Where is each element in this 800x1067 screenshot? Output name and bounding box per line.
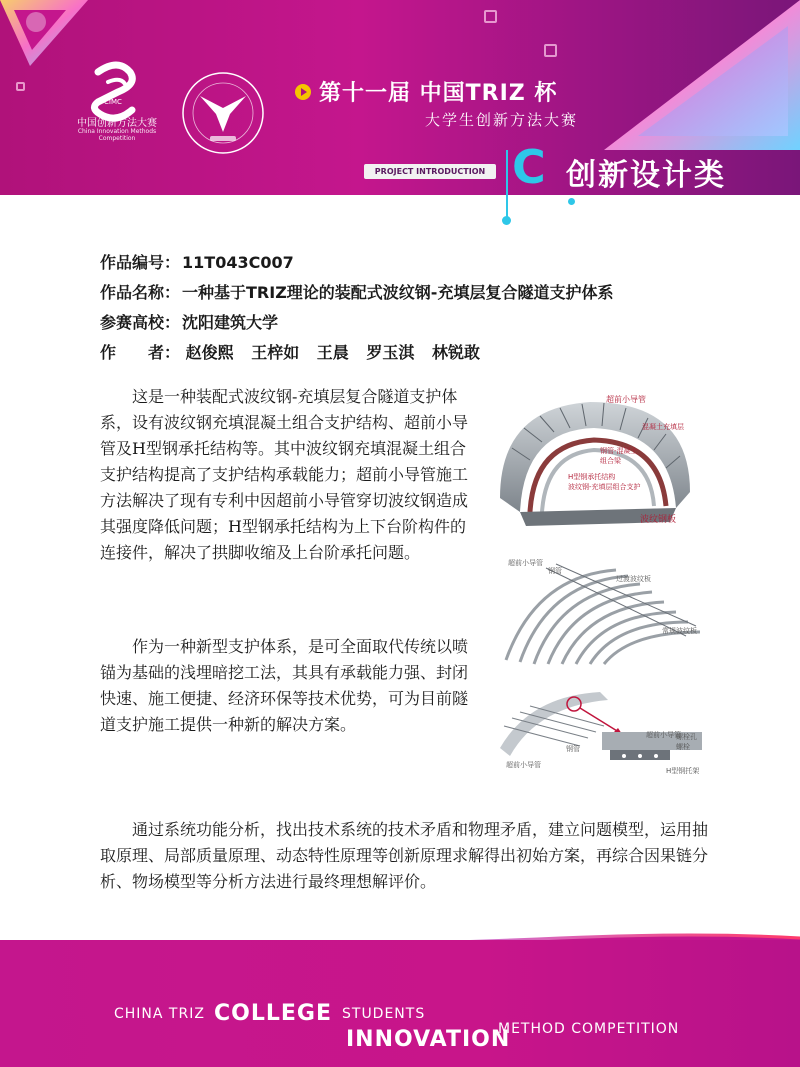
category-letter: C [512,140,546,194]
figure-label: 过渡波纹板 [616,575,651,583]
accent-line [506,150,508,218]
figure-label: 超前小导管 [508,559,543,567]
school-value: 沈阳建筑大学 [182,313,279,332]
figure-label: 混凝土充填层 [642,423,684,431]
authors-row [100,338,613,368]
footer-text: METHOD COMPETITION [498,1021,680,1037]
figure-label: 超前小导管 [606,395,646,404]
method-paragraph: 通过系统功能分析，找出技术系统的技术矛盾和物理矛盾，建立问题模型，运用抽取原理、局部质量原理、动态特性原理等创新原理求解得出初始方案，再综合因果链分析、物场模型等分析方法进行最终理想解评价。 [100,820,709,891]
description-paragraph-2: 作为一种新型支护体系，是可全面取代传统以喷锚为基础的浅埋暗挖工法，其具有承载能力强、封闭快速、施工便捷、经济环保等技术优势，可为目前隧道支护施工提供一种新的解决方案。 [100,637,469,734]
decorative-triangle-left [0,0,90,72]
author-name: 王梓如 [251,343,300,362]
logo1-caption [72,118,162,142]
accent-dot [502,216,511,225]
figure-label: 常规波纹板 [662,627,697,635]
description-paragraph-1: 这是一种装配式波纹钢-充填层复合隧道支护体系，设有波纹钢充填混凝土组合支护结构、超前小导管及H型钢承托结构等。其中波纹钢充填混凝土组合支护结构提高了支护结构承载能力；超前小导管施工方法解决了现有专利中因超前小导管穿切波纹钢造成其强度降低问题；H型钢承托结构为上下台阶构件的连接件，解决了拱脚收缩及上台阶承托问题。 [100,387,469,562]
school-row [100,308,613,338]
project-id-value: 11T043C007 [182,253,294,272]
author-name: 王晨 [316,343,349,362]
tunnel-support-3d-figure [490,388,700,530]
figure-label: 超前小导管 [506,761,541,769]
figure-label: 钢管 [566,745,580,753]
author-name: 罗玉淇 [366,343,415,362]
project-name-row [100,278,613,308]
decorative-square [544,44,557,57]
figure-label: 螺栓 [676,743,690,751]
h-steel-bracket-figure [490,686,712,778]
decorative-square [484,10,497,23]
figure-label: 钢管-混凝土组合梁 [600,447,638,465]
logo1-title: 中国创新方法大赛 [77,118,157,129]
author-name: 赵俊熙 [185,343,234,362]
decorative-triangle-right [598,0,800,162]
header-banner [0,0,800,195]
figure-label: 波纹钢板 [640,515,677,525]
accent-dot [568,198,575,205]
footer-text-bold: INNOVATION [346,1027,511,1052]
project-name-label: 作品名称： [100,283,181,302]
figure-label: 超前小导管 [646,731,681,739]
figure-label: H型钢托架 [666,767,700,775]
footer-text: STUDENTS [342,1006,426,1022]
competition-title [295,76,578,130]
figure-label: 螺栓孔 [676,733,697,741]
project-id-row [100,248,613,278]
decorative-square [16,82,25,91]
footer-text-bold: COLLEGE [214,1001,332,1026]
project-info [100,248,613,368]
figure-label: 波纹钢-充填层组合支护 [568,483,641,491]
title-subtitle: 大学生创新方法大赛 [425,111,579,129]
logo1-subtitle: China Innovation Methods Competition [77,128,157,142]
school-label: 参赛高校： [100,313,181,332]
category-title: 创新设计类 [566,158,726,193]
triz-emblem [180,70,266,156]
project-introduction-pill: PROJECT INTRODUCTION [364,164,496,179]
figure-label: H型钢承托结构 [568,473,616,481]
project-name-value: 一种基于TRIZ理论的装配式波纹钢-充填层复合隧道支护体系 [182,283,614,302]
author-name: 林锐敢 [431,343,480,362]
authors-label: 作 者： [100,343,181,362]
footer-text: CHINA TRIZ [114,1006,205,1022]
corrugated-plate-figure [496,556,710,666]
play-icon [295,84,311,100]
project-id-label: 作品编号： [100,253,181,272]
svg-text:CIMC: CIMC [104,98,122,106]
figure-label: 钢管 [548,567,562,575]
title-main-text: 第十一届 中国TRIZ 杯 [319,81,558,106]
